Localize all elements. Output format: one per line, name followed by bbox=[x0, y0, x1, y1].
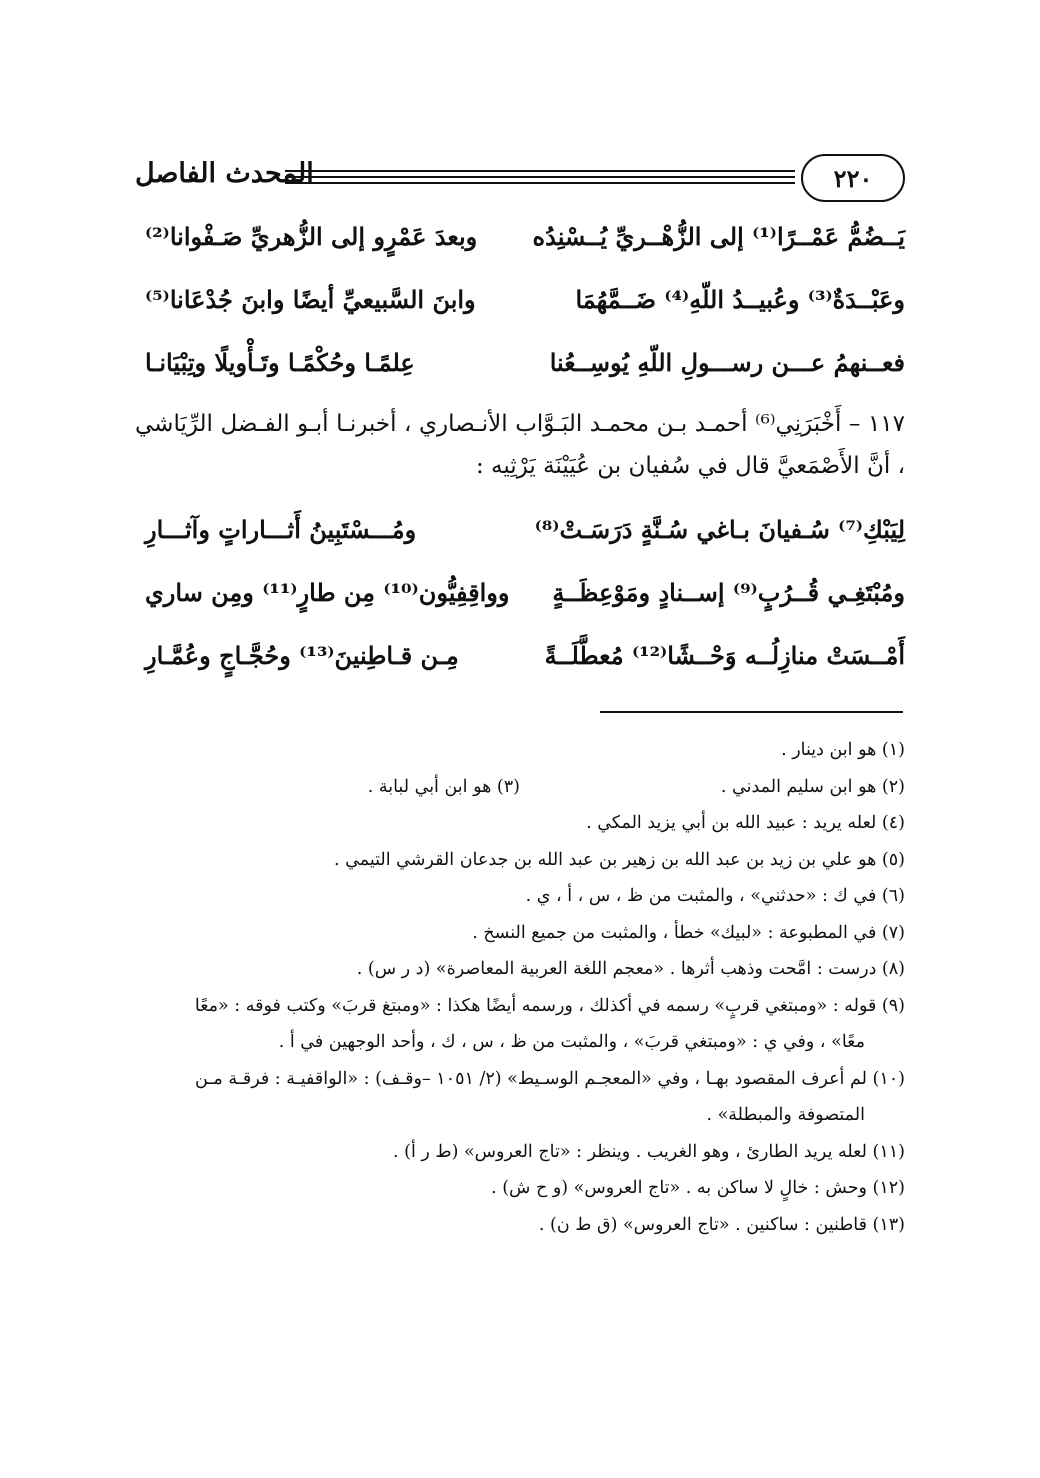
footnote: (٢) هو ابن سليم المدني . bbox=[720, 776, 905, 797]
footnote: (١٠) لم أعرف المقصود بهـا ، وفي «المعجـم الوسـيط» (٢/ ١٠٥١ –وقـف) : «الواقفيـة : فرقـة مـن bbox=[194, 1068, 905, 1089]
footnotes bbox=[135, 732, 905, 1243]
footnote: (١١) لعله يريد الطارئ ، وهو الغريب . وينظر : «تاج العروس» (ط ر أ) . bbox=[393, 1141, 905, 1162]
hemistich-right: وعَبْــدَةٌ⁽³⁾ وعُبيــدُ اللّهِ⁽⁴⁾ ضَــمَّهُمَا bbox=[575, 285, 905, 314]
hemistich-left: مِـن قـاطِنينَ⁽¹³⁾ وحُجَّـاجٍ وعُمَّـارِ bbox=[145, 641, 459, 670]
paragraph-117: ١١٧ – أَخْبَرَنِي⁽⁶⁾ أحمـد بـن محمـد البَـوَّاب الأنـصاري ، أخبرنـا أبـو الفـضل الرِّيَاشي ، أنَّ الأَصْمَعيَّ قال في سُفيان بن عُيَيْنَة يَرْثِيه : bbox=[135, 411, 905, 479]
footnote: (٦) في ك : «حدثني» ، والمثبت من ظ ، س ، أ ، ي . bbox=[525, 886, 905, 906]
hemistich-left: وبعدَ عَمْرٍو إلى الزُّهريِّ صَـفْوانا⁽²⁾ bbox=[145, 222, 478, 251]
footnote-separator bbox=[600, 711, 903, 713]
hemistich-right: لِيَبْكِ⁽⁷⁾ سُـفيانَ بـاغي سُـنَّةٍ دَرَسَـتْ⁽⁸⁾ bbox=[534, 515, 905, 544]
footnote: (٨) درست : امَّحت وذهب أثرها . «معجم اللغة العربية المعاصرة» (د ر س) . bbox=[356, 959, 905, 979]
hemistich-left: وواقِفِيُّون⁽¹⁰⁾ مِن طارٍ⁽¹¹⁾ ومِن ساري bbox=[145, 578, 510, 607]
hemistich-right: ومُبْتَغِـي قُــرُبٍ⁽⁹⁾ إســنادٍ ومَوْعِظَــةٍ bbox=[552, 578, 905, 607]
footnote-row bbox=[135, 769, 905, 806]
footnote: (٩) قوله : «ومبتغي قربٍ» رسمه في أكذلك ، ورسمه أيضًا هكذا : «ومبتغ قربَ» وكتب فوقه : «معًا bbox=[194, 995, 905, 1016]
footnote: (٥) هو علي بن زيد بن عبد الله بن زهير بن عبد الله بن جدعان القرشي التيمي . bbox=[334, 849, 905, 870]
verse-line bbox=[145, 515, 905, 544]
header-rule bbox=[285, 170, 795, 188]
hemistich-right: يَــضُمُّ عَمْــرًا⁽¹⁾ إلى الزُّهْــريِّ يُــسْنِدُه bbox=[532, 222, 905, 251]
hemistich-right: أَمْــسَتْ منازِلُــه وَحْــشًا⁽¹²⁾ مُعطَّلَــةً bbox=[544, 641, 905, 670]
header-rule-line bbox=[285, 182, 795, 184]
footnote: (١) هو ابن دينار . bbox=[781, 740, 905, 760]
verse-line bbox=[145, 578, 905, 607]
hemistich-left: وابنَ السَّبيعيِّ أيضًا وابنَ جُدْعَانا⁽⁵⁾ bbox=[145, 285, 476, 314]
hemistich-left: عِلمًـا وحُكْمًـا وتَـأْويلًا وتِبْيَانـا bbox=[145, 348, 415, 377]
footnote: (١٣) قاطنين : ساكنين . «تاج العروس» (ق ط ن) . bbox=[538, 1214, 905, 1235]
footnote: (٤) لعله يريد : عبيد الله بن أبي يزيد المكي . bbox=[586, 813, 905, 833]
verse-line bbox=[145, 348, 905, 377]
footnote: (٧) في المطبوعة : «لبيك» خطأ ، والمثبت من جميع النسخ . bbox=[472, 922, 905, 943]
hemistich-left: ومُـــسْتَبِينُ أَثـــاراتٍ وآثـــارِ bbox=[145, 515, 417, 544]
footnote: (١٢) وحش : خالٍ لا ساكن به . «تاج العروس» (و ح ش) . bbox=[491, 1178, 905, 1198]
page-number: ٢٢٠ bbox=[801, 154, 905, 202]
verse-line bbox=[145, 222, 905, 251]
verse-line bbox=[145, 285, 905, 314]
header-rule-line bbox=[285, 170, 795, 172]
header-rule-line bbox=[285, 176, 795, 178]
running-header bbox=[135, 150, 905, 210]
hemistich-right: فعــنهمُ عـــن رســـولِ اللّهِ يُوسِــعُنا bbox=[549, 348, 905, 377]
footnote-continuation: المتصوفة والمبطلة» . bbox=[706, 1105, 865, 1125]
footnote-continuation: معًا» ، وفي ي : «ومبتغي قربَ» ، والمثبت من ظ ، س ، ك ، وأحد الوجهين في أ . bbox=[278, 1032, 865, 1052]
footnote: (٣) هو ابن أبي لبابة . bbox=[367, 776, 520, 797]
verse-line bbox=[145, 641, 905, 670]
book-title: المحدث الفاصل bbox=[135, 158, 314, 189]
